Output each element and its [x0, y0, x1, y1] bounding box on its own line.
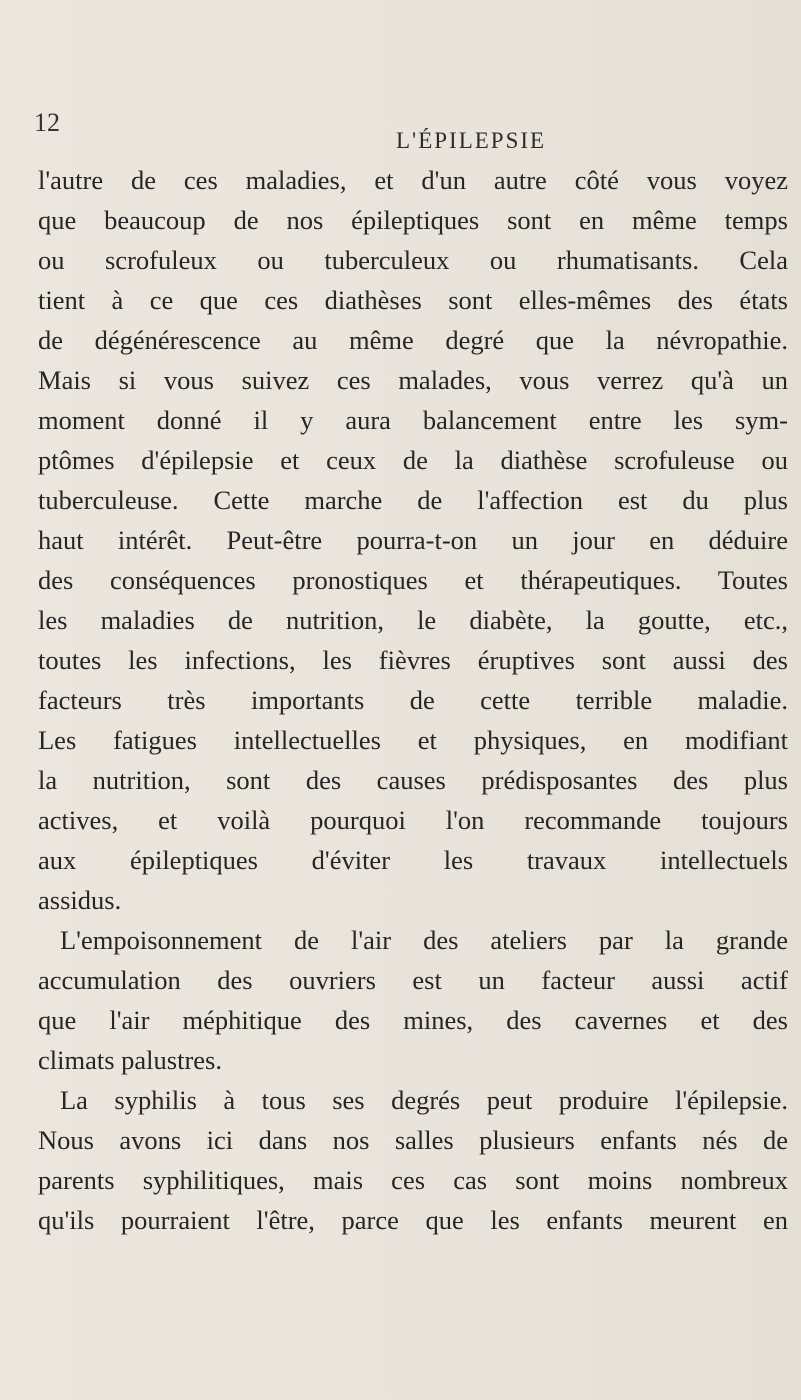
- text-line: L'empoisonnement de l'air des ateliers par la grande: [60, 925, 788, 955]
- page-number: 12: [34, 108, 60, 137]
- text-line: la nutrition, sont des causes prédisposantes des plus: [38, 765, 788, 795]
- text-line: les maladies de nutrition, le diabète, la goutte, etc.,: [38, 605, 788, 635]
- text-line: actives, et voilà pourquoi l'on recommande toujours: [38, 805, 788, 835]
- text-line: climats palustres.: [38, 1045, 222, 1075]
- page-header: [0, 108, 801, 153]
- text-line: facteurs très importants de cette terrible maladie.: [38, 685, 788, 715]
- text-line: ou scrofuleux ou tuberculeux ou rhumatisants. Cela: [38, 245, 788, 275]
- text-line: que beaucoup de nos épileptiques sont en même temps: [38, 205, 788, 235]
- text-line: l'autre de ces maladies, et d'un autre côté vous voyez: [38, 165, 788, 195]
- text-line: ptômes d'épilepsie et ceux de la diathèse scrofuleuse ou: [38, 445, 788, 475]
- body-text: [38, 160, 788, 1240]
- text-line: de dégénérescence au même degré que la névropathie.: [38, 325, 788, 355]
- text-line: tuberculeuse. Cette marche de l'affection est du plus: [38, 485, 788, 515]
- text-line: qu'ils pourraient l'être, parce que les enfants meurent en: [38, 1205, 788, 1235]
- text-line: accumulation des ouvriers est un facteur aussi actif: [38, 965, 788, 995]
- text-line: toutes les infections, les fièvres éruptives sont aussi des: [38, 645, 788, 675]
- text-line: que l'air méphitique des mines, des cavernes et des: [38, 1005, 788, 1035]
- text-line: Les fatigues intellectuelles et physiques, en modifiant: [38, 725, 788, 755]
- text-line: assidus.: [38, 885, 122, 915]
- text-line: parents syphilitiques, mais ces cas sont moins nombreux: [38, 1165, 788, 1195]
- text-line: tient à ce que ces diathèses sont elles-mêmes des états: [38, 285, 788, 315]
- text-line: La syphilis à tous ses degrés peut produire l'épilepsie.: [60, 1085, 788, 1115]
- text-line: aux épileptiques d'éviter les travaux intellectuels: [38, 845, 788, 875]
- text-line: moment donné il y aura balancement entre les sym-: [38, 405, 788, 435]
- text-line: des conséquences pronostiques et thérapeutiques. Toutes: [38, 565, 788, 595]
- text-line: Nous avons ici dans nos salles plusieurs enfants nés de: [38, 1125, 788, 1155]
- running-title: L'ÉPILEPSIE: [396, 128, 547, 153]
- text-line: Mais si vous suivez ces malades, vous verrez qu'à un: [38, 365, 788, 395]
- text-line: haut intérêt. Peut-être pourra-t-on un jour en déduire: [38, 525, 788, 555]
